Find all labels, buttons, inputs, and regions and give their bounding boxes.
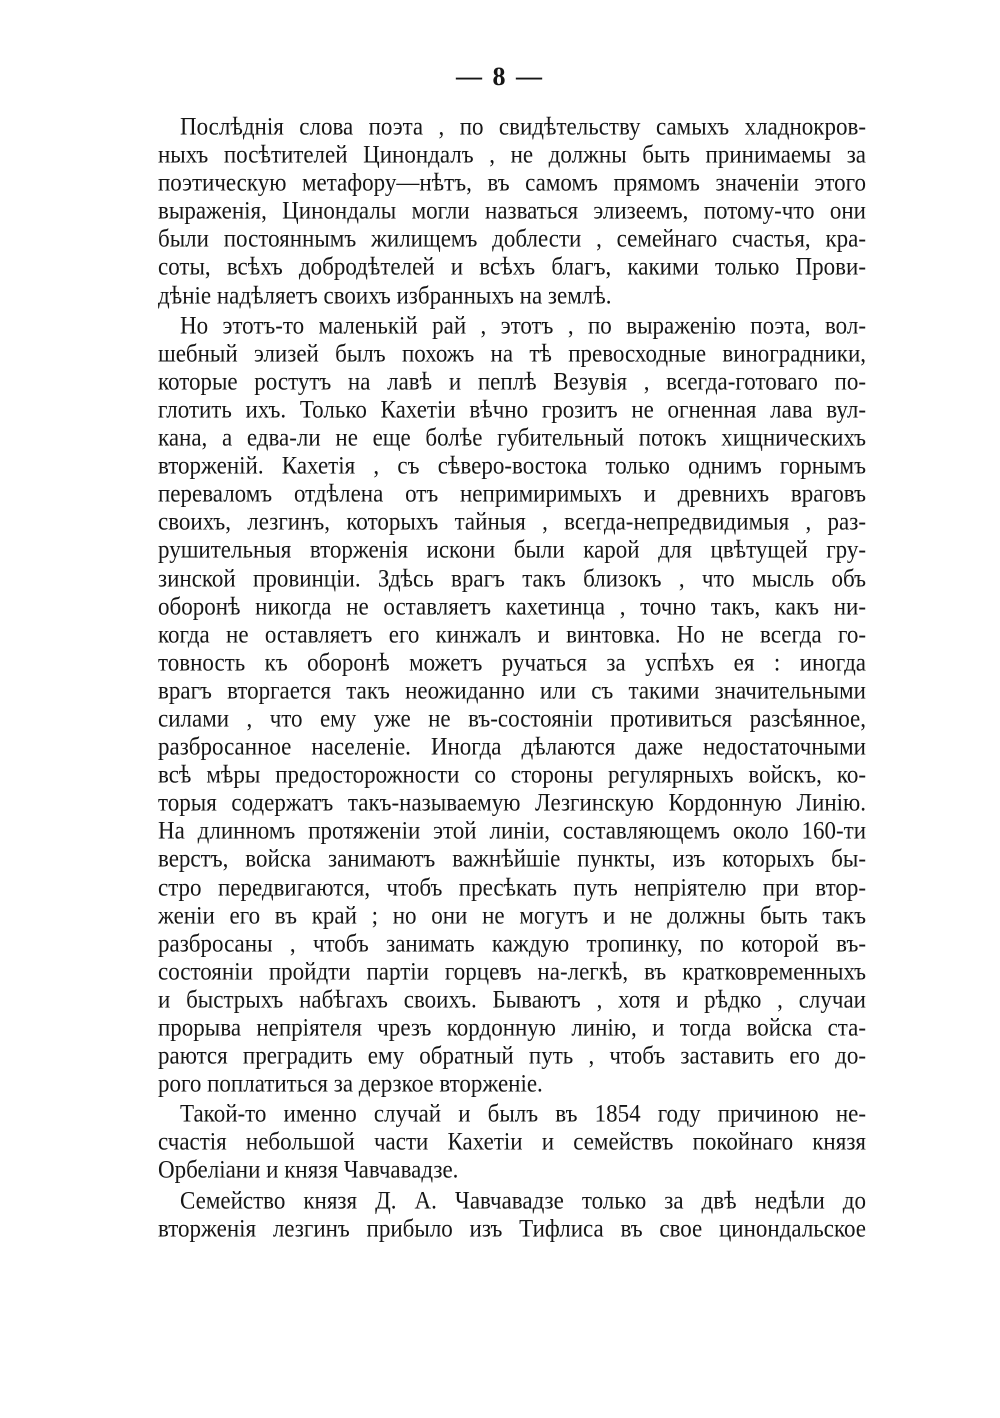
text-line: верстъ, войска занимаютъ важнѣйшіе пункты, изъ которыхъ бы- <box>158 845 866 873</box>
paragraph <box>158 312 866 1099</box>
text-line: переваломъ отдѣлена отъ непримиримыхъ и древнихъ враговъ <box>158 480 866 508</box>
text-line: своихъ, лезгинъ, которыхъ тайныя , всегда-непредвидимыя , раз- <box>158 508 866 536</box>
text-line: рого поплатиться за дерзкое вторженіе. <box>158 1070 543 1098</box>
text-line: дѣніе надѣляетъ своихъ избранныхъ на землѣ. <box>158 281 612 309</box>
text-line: состояніи пройдти партіи горцевъ на-легкѣ, въ кратковременныхъ <box>158 957 866 985</box>
paragraph <box>158 113 866 310</box>
text-line: когда не оставляетъ его кинжалъ и винтовка. Но не всегда го- <box>158 620 866 648</box>
text-line: ныхъ посѣтителей Цинондалъ , не должны быть принимаемы за <box>158 141 866 169</box>
text-line: рушительныя вторженія искони были карой для цвѣтущей гру- <box>158 536 866 564</box>
text-line: всѣ мѣры предосторожности со стороны регулярныхъ войскъ, ко- <box>158 761 866 789</box>
paragraph <box>158 1187 866 1243</box>
text-line: Но этотъ-то маленькій рай , этотъ , по выраженію поэта, вол- <box>180 311 866 339</box>
text-line: прорыва непріятеля чрезъ кордонную линію, и тогда войска ста- <box>158 1013 866 1041</box>
text-line: разбросаны , чтобъ занимать каждую тропинку, по которой въ- <box>158 929 866 957</box>
text-line: раются преградить ему обратный путь , чтобъ заставить его до- <box>158 1042 866 1070</box>
text-line: оборонѣ никогда не оставляетъ кахетинца , точно такъ, какъ ни- <box>158 592 866 620</box>
text-line: Такой-то именно случай и былъ въ 1854 году причиною не- <box>180 1100 866 1128</box>
text-line: товность къ оборонѣ можетъ ручаться за успѣхъ ея : иногда <box>158 648 866 676</box>
text-line: поэтическую метафору—нѣтъ, въ самомъ прямомъ значеніи этого <box>158 169 866 197</box>
text-line: женіи его въ край ; но они не могутъ и не должны быть такъ <box>158 901 866 929</box>
paragraph <box>158 1100 866 1184</box>
text-line: врагъ вторгается такъ неожиданно или съ такими значительными <box>158 676 866 704</box>
text-line: которые ростутъ на лавѣ и пеплѣ Везувія , всегда-готоваго по- <box>158 367 866 395</box>
text-line: Семейство князя Д. А. Чавчавадзе только за двѣ недѣли до <box>180 1186 866 1214</box>
text-line: вторженій. Кахетія , съ сѣверо-востока только однимъ горнымъ <box>158 452 866 480</box>
text-line: разбросанное населеніе. Иногда дѣлаются даже недостаточными <box>158 733 866 761</box>
text-line: и быстрыхъ набѣгахъ своихъ. Бываютъ , хотя и рѣдко , случаи <box>158 985 866 1013</box>
text-line: шебный элизей былъ похожъ на тѣ превосходные виноградники, <box>158 339 866 367</box>
text-line: Орбеліани и князя Чавчавадзе. <box>158 1156 459 1184</box>
text-line: глотить ихъ. Только Кахетіи вѣчно грозитъ не огненная лава вул- <box>158 395 866 423</box>
text-line: силами , что ему уже не въ-состояніи противиться разсѣянное, <box>158 704 866 732</box>
text-line: Послѣднія слова поэта , по свидѣтельству самыхъ хладнокров- <box>180 112 866 140</box>
text-line: счастія небольшой части Кахетіи и семействъ покойнаго князя <box>158 1128 866 1156</box>
text-line: На длинномъ протяженіи этой линіи, составляющемъ около 160-ти <box>158 817 866 845</box>
text-line: выраженія, Цинондалы могли назваться элизеемъ, потому-что они <box>158 197 866 225</box>
text-line: кана, а едва-ли не еще болѣе губительный потокъ хищническихъ <box>158 423 866 451</box>
text-line: торыя содержатъ такъ-называемую Лезгинскую Кордонную Линію. <box>158 789 866 817</box>
text-line: были постояннымъ жилищемъ доблести , семейнаго счастья, кра- <box>158 225 866 253</box>
text-line: зинской провинціи. Здѣсь врагъ такъ близокъ , что мысль объ <box>158 564 866 592</box>
body-text <box>158 113 866 1245</box>
page-number: — 8 — <box>456 62 544 91</box>
text-line: соты, всѣхъ добродѣтелей и всѣхъ благъ, какими только Прови- <box>158 253 866 281</box>
text-line: стро передвигаются, чтобъ пресѣкать путь непріятелю при втор- <box>158 873 866 901</box>
text-line: вторженія лезгинъ прибыло изъ Тифлиса въ свое цинондальское <box>158 1214 866 1242</box>
